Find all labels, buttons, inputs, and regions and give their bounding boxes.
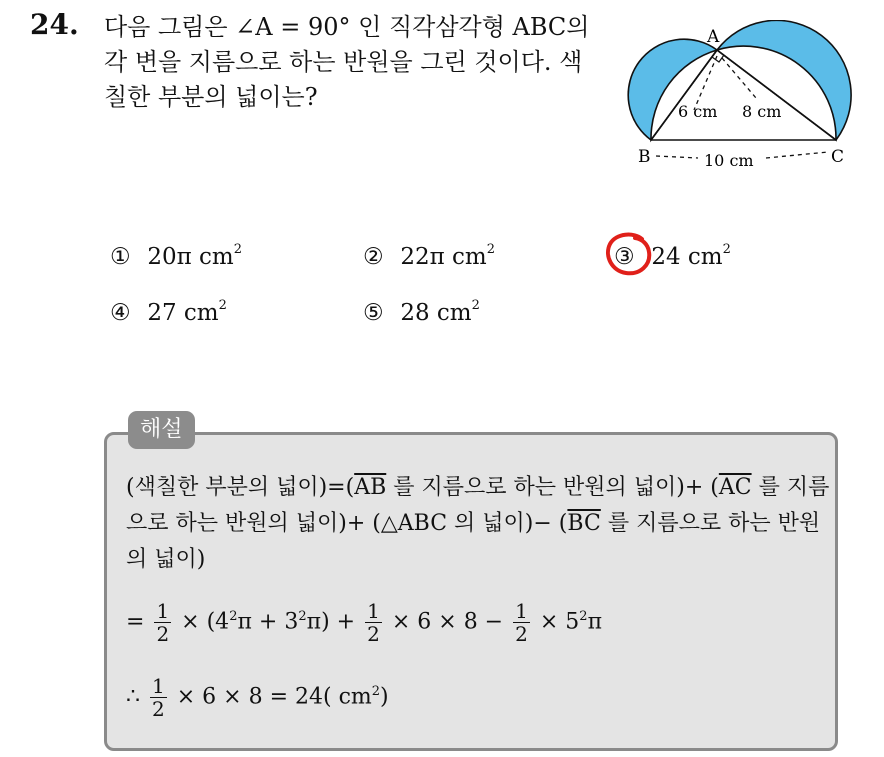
choice-5-exp: 2 (471, 298, 480, 314)
label-bc-length: 10 cm (704, 151, 754, 170)
choice-2[interactable] (363, 244, 495, 270)
semicircle-figure (616, 20, 866, 180)
label-ac-length: 8 cm (742, 102, 782, 121)
choice-4[interactable] (110, 300, 227, 326)
choice-3-mark: ③ (614, 244, 635, 270)
choice-3-exp: 2 (722, 242, 731, 258)
label-c: C (831, 147, 845, 167)
segment-ab: $\overline{AB}$ (354, 475, 387, 500)
fraction-half: $\frac{1}{2}$ (152, 673, 165, 721)
choice-4-value: 27 cm (147, 300, 219, 326)
choice-5-mark: ⑤ (363, 300, 384, 326)
choice-1-exp: 2 (233, 242, 242, 258)
choice-5-value: 28 cm (400, 300, 472, 326)
segment-ac: $\overline{AC}$ (718, 475, 752, 500)
question-text: 다음 그림은 ∠A = 90° 인 직각삼각형 ABC의 각 변을 지름으로 하는 반원을 그린 것이다. 색칠한 부분의 넓이는? (104, 13, 590, 111)
solution-paragraph: (색칠한 부분의 넓이)$=(\overline{AB}$ 를 지름으로 하는 반원의 넓이)+ ($\overline{AC}$ 를 지름으로 하는 반원의 넓이)+ (△ABC 의 넓이)− ($\overline{BC}$ 를 지름으로 하는 반원의 넓이) (126, 475, 830, 572)
solution-equation-2: ∴ $\frac{1}{2}$ × 6 × 8 = 24( $cm^2$) (126, 673, 389, 721)
question-number: 24. (30, 8, 79, 41)
choice-2-mark: ② (363, 244, 384, 270)
fraction-half: $\frac{1}{2}$ (367, 598, 380, 646)
label-b: B (638, 147, 651, 167)
choice-4-exp: 2 (218, 298, 227, 314)
fraction-half: $\frac{1}{2}$ (156, 598, 170, 646)
choice-2-value: 22π cm (400, 244, 487, 270)
choice-1-mark: ① (110, 244, 131, 270)
choice-1-value: 20π cm (147, 244, 234, 270)
choice-2-exp: 2 (486, 242, 495, 258)
choice-1[interactable] (110, 244, 242, 270)
segment-bc: $\overline{BC}$ (567, 511, 601, 536)
answer-circle-mark (604, 230, 656, 280)
label-ab-length: 6 cm (678, 102, 718, 121)
solution-tag: 해설 (128, 411, 195, 449)
fraction-half: $\frac{1}{2}$ (515, 598, 528, 646)
label-a: A (707, 27, 720, 47)
choice-3-value: 24 cm (651, 244, 723, 270)
choice-4-mark: ④ (110, 300, 131, 326)
choice-5[interactable] (363, 300, 480, 326)
solution-equation-1: = $\frac{1}{2}$ × $(4^2\pi + 3^2\pi)$ + $\frac{1}{2}$ × 6 × 8 − $\frac{1}{2}$ × $5^2\pi$ (126, 598, 603, 646)
